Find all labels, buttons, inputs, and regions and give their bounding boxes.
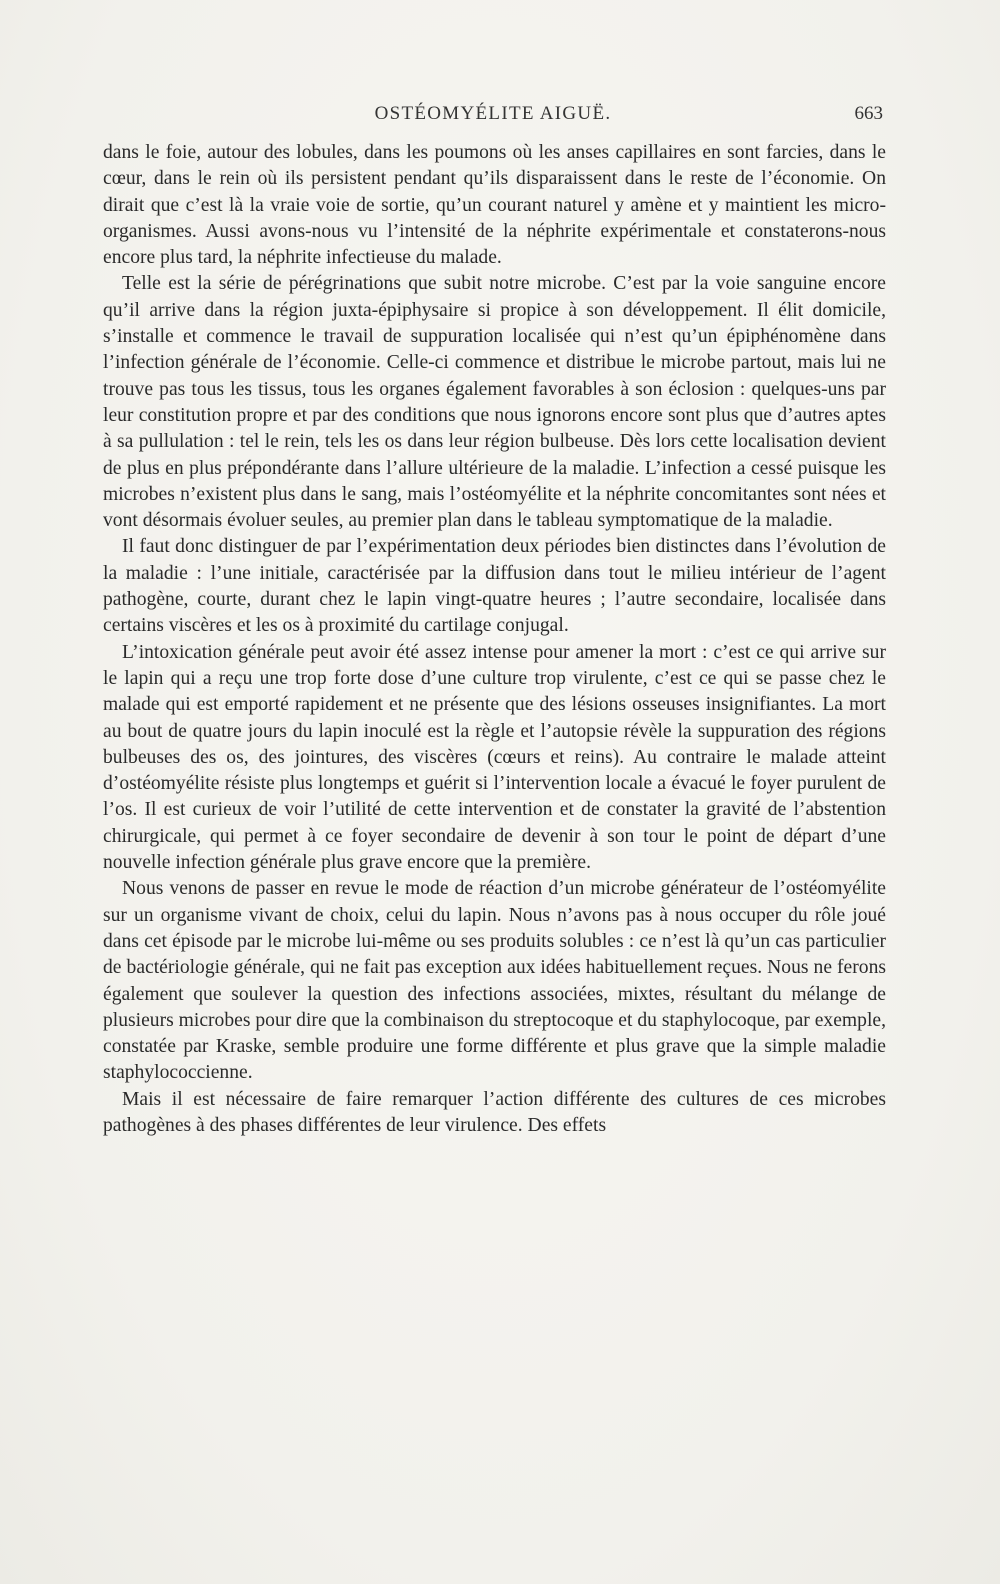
page-number: 663 [854, 103, 883, 124]
body-text [103, 140, 886, 1139]
paragraph-6: Mais il est nécessaire de faire remarquer l’action différente des cultures de ces microbes pathogènes à des phases différentes de leur virulence. Des effets [103, 1088, 886, 1136]
paragraph-1: dans le foie, autour des lobules, dans les poumons où les anses capillaires en sont farcies, dans le cœur, dans le rein où ils persistent pendant qu’ils disparaissent dans le reste de l’économie. On dirait que c’est là la vraie voie de sortie, qu’un courant naturel y amène et y maintient les micro-organismes. Aussi avons-nous vu l’intensité de la néphrite expérimentale et constaterons-nous encore plus tard, la néphrite infectieuse du malade. [103, 142, 886, 269]
paragraph-4: L’intoxication générale peut avoir été assez intense pour amener la mort : c’est ce qui arrive sur le lapin qui a reçu une trop forte dose d’une culture trop virulente, c’est ce qui se passe chez le malade qui est emporté rapidement et ne présente que des lésions osseuses insignifiantes. La mort au bout de quatre jours du lapin inoculé est la règle et l’autopsie révèle la suppuration des régions bulbeuses des os, des jointures, des viscères (cœurs et reins). Au contraire le malade atteint d’ostéomyélite résiste plus longtemps et guérit si l’intervention locale a évacué le foyer purulent de l’os. Il est curieux de voir l’utilité de cette intervention et de constater la gravité de l’abstention chirurgicale, qui permet à ce foyer secondaire de devenir à son tour le point de départ d’une nouvelle infection générale plus grave encore que la première. [103, 641, 886, 874]
paragraph-3: Il faut donc distinguer de par l’expérimentation deux périodes bien distinctes dans l’évolution de la maladie : l’une initiale, caractérisée par la diffusion dans tout le milieu intérieur de l’agent pathogène, courte, durant chez le lapin vingt-quatre heures ; l’autre secondaire, localisée dans certains viscères et les os à proximité du cartilage conjugal. [103, 536, 886, 637]
paragraph-5: Nous venons de passer en revue le mode de réaction d’un microbe générateur de l’ostéomyélite sur un organisme vivant de choix, celui du lapin. Nous n’avons pas à nous occuper du rôle joué dans cet épisode par le microbe lui-même ou ses produits solubles : ce n’est là qu’un cas particulier de bactériologie générale, qui ne fait pas exception aux idées habituellement reçues. Nous ne ferons également que soulever la question des infections associées, mixtes, résultant du mélange de plusieurs microbes pour dire que la combinaison du streptocoque et du staphylocoque, par exemple, constatée par Kraske, semble produire une forme différente et plus grave que la simple maladie staphylococcienne. [103, 878, 886, 1084]
paragraph-2: Telle est la série de pérégrinations que subit notre microbe. C’est par la voie sanguine encore qu’il arrive dans la région juxta-épiphysaire si propice à son développement. Il élit domicile, s’installe et commence le travail de suppuration localisée qui n’est qu’un épiphénomène dans l’infection générale de l’économie. Celle-ci commence et distribue le microbe partout, mais lui ne trouve pas tous les tissus, tous les organes également favorables à son éclosion : quelques-uns par leur constitution propre et par des conditions que nous ignorons encore sont plus que d’autres aptes à sa pullulation : tel le rein, tels les os dans leur région bulbeuse. Dès lors cette localisation devient de plus en plus prépondérante dans l’allure ultérieure de la maladie. L’infection a cessé puisque les microbes n’existent plus dans le sang, mais l’ostéomyélite et la néphrite concomitantes sont nées et vont désormais évoluer seules, au premier plan dans le tableau symptomatique de la maladie. [103, 273, 886, 532]
running-title: OSTÉOMYÉLITE AIGUË. [374, 103, 612, 124]
running-head [103, 103, 883, 131]
